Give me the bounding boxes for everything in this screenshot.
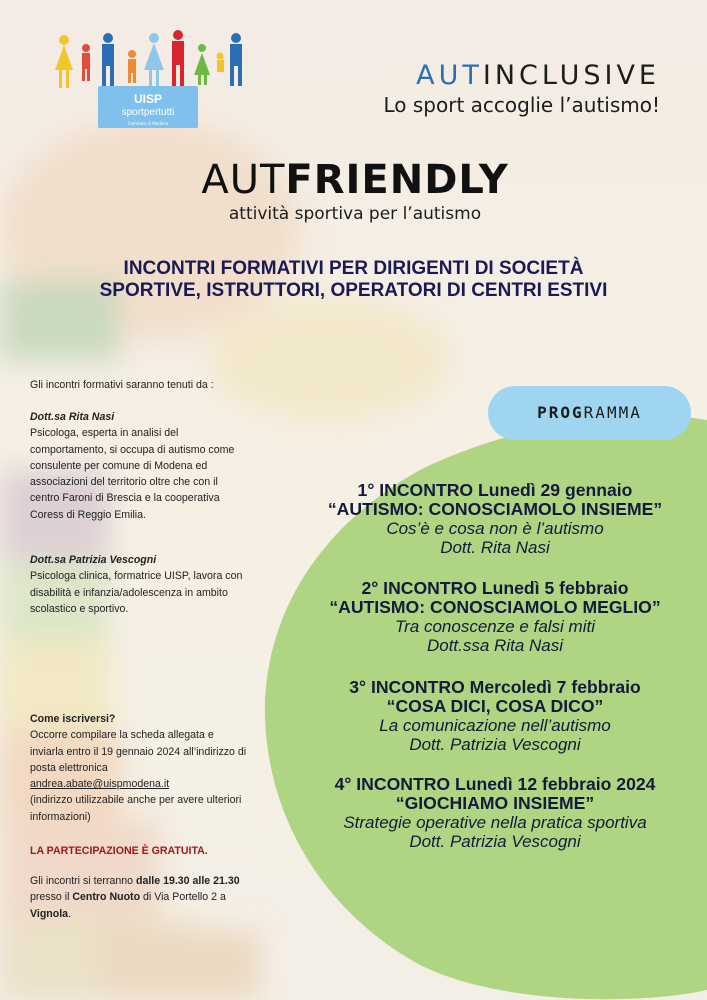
registration-text: Occorre compilare la scheda allegata e inviarla entro il 19 gennaio 2024 all’indirizzo di posta elettronica [30,729,247,774]
logo-brand: UISP [133,92,162,106]
speaker-bio: Psicologa, esperta in analisi del comportamento, si occupa di autismo come consulente per comune di Modena ed associazioni del territorio oltre che con il centro Faroni di Brescia e la cooperativa Coress di Reggio Emilia. [30,427,235,521]
location-part: di Via Portello 2 a [140,891,226,904]
registration-block [30,711,250,825]
session-block [300,678,690,754]
speaker-block [30,552,245,617]
session-title: “AUTISMO: CONOSCIAMOLO INSIEME” [327,499,663,519]
session-title: “COSA DICI, COSA DICO” [386,696,604,716]
subtitle: attività sportiva per l’autismo [228,204,482,224]
location-part: presso il [30,891,73,904]
session-title: “GIOCHIAMO INSIEME” [395,793,595,813]
session-speaker: Dott. Patrizia Vescogni [409,735,581,754]
brand-title-aut: AUT [416,60,483,91]
tagline: Lo sport accoglie l’autismo! [383,93,660,117]
people-figures-icon [55,30,242,88]
registration-title: Come iscriversi? [30,713,116,725]
session-topic: Cos’è e cosa non è l’autismo [386,519,604,538]
session-speaker: Dott.ssa Rita Nasi [426,636,564,655]
brand-title-inclusive: INCLUSIVE [482,60,660,91]
location-hours: dalle 19.30 alle 21.30 [135,875,240,887]
speaker-bio: Psicologa clinica, formatrice UISP, lavora con disabilità e infanzia/adolescenza in ambito scolastico e sportivo. [30,570,243,615]
programma-label-b: RAMMA [583,403,642,422]
programma-label-a: PROG [537,403,584,422]
session-date: 3° INCONTRO Mercoledì 7 febbraio [349,677,641,697]
location-place: Centro Nuoto [72,891,141,904]
session-topic: Strategie operative nella pratica sportiva [343,813,647,832]
page-heading [30,258,677,302]
session-date: 1° INCONTRO Lunedì 29 gennaio [357,480,633,500]
logo-line: sportpertutti [121,107,175,118]
session-title: “AUTISMO: CONOSCIAMOLO MEGLIO” [329,597,661,617]
programma-label [488,403,691,422]
main-title-friendly: FRIENDLY [285,157,509,203]
session-topic: La comunicazione nell’autismo [379,716,611,735]
session-speaker: Dott. Patrizia Vescogni [409,832,581,851]
session-date: 2° INCONTRO Lunedì 5 febbraio [361,578,629,598]
session-date: 4° INCONTRO Lunedì 12 febbraio 2024 [334,774,656,794]
speaker-name: Dott.sa Rita Nasi [30,411,115,423]
speaker-name: Dott.sa Patrizia Vescogni [30,554,157,566]
location-part: . [68,907,72,920]
registration-note: (indirizzo utilizzabile anche per avere ulteriori informazioni) [30,794,242,823]
heading-line-1: INCONTRI FORMATIVI PER DIRIGENTI DI SOCIETÀ [123,258,584,279]
session-block [300,775,690,851]
session-block [300,579,690,655]
speaker-block [30,409,245,523]
intro-text: Gli incontri formativi saranno tenuti da : [30,379,214,391]
registration-email-link[interactable]: andrea.abate@uispmodena.it [30,778,170,791]
location-part: Gli incontri si terranno [30,875,136,887]
location-town: Vignola [30,907,69,920]
session-topic: Tra conoscenze e falsi miti [395,617,595,636]
session-speaker: Dott. Rita Nasi [440,538,550,557]
session-block [300,481,690,557]
main-title [190,157,520,203]
brand-title [360,60,660,91]
free-participation: LA PARTECIPAZIONE È GRATUITA. [30,845,208,857]
location-text [30,873,245,922]
heading-line-2: SPORTIVE, ISTRUTTORI, OPERATORI DI CENTRI ESTIVI [99,280,608,301]
main-title-aut: AUT [201,157,286,203]
logo-sub: Comitato di Modena [127,121,169,126]
